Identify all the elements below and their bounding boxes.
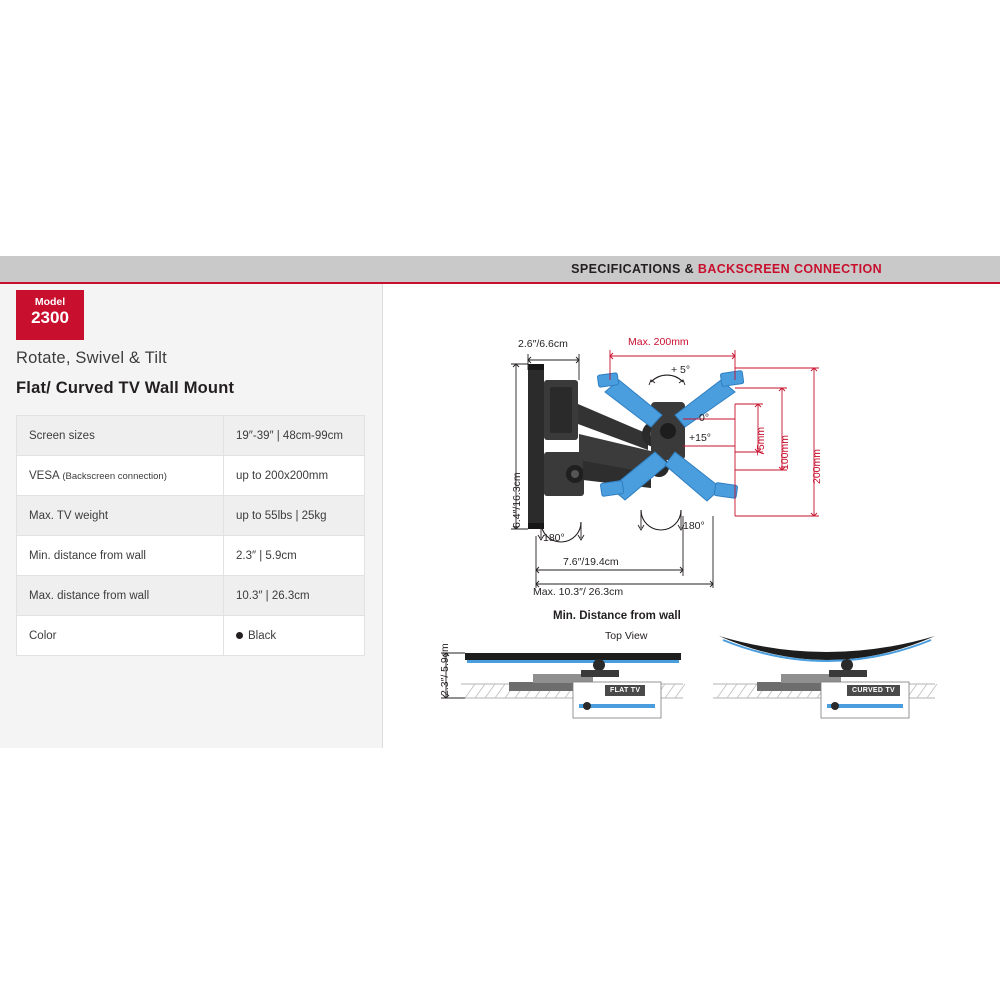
bottom-section-title: Min. Distance from wall xyxy=(553,610,681,622)
header-title xyxy=(571,256,882,282)
table-row xyxy=(17,416,365,456)
spec-label: Min. distance from wall xyxy=(17,536,224,576)
dim-100mm-label: 100mm xyxy=(779,434,791,470)
dim-plate-height-label: 6.4″/16.3cm xyxy=(511,472,523,528)
model-badge xyxy=(16,290,84,340)
dim-depth-label: 2.6″/6.6cm xyxy=(518,338,568,350)
dim-max-vesa-width-label: Max. 200mm xyxy=(628,336,689,348)
dim-tilt-down-label: +15° xyxy=(689,432,712,444)
dim-max-dist-label: Max. 10.3″/ 26.3cm xyxy=(533,586,624,598)
spec-label: Screen sizes xyxy=(17,416,224,456)
bottom-section-subtitle: Top View xyxy=(605,630,648,642)
tag-curved-tv: CURVED TV xyxy=(847,685,900,696)
spec-label: Color xyxy=(17,616,224,656)
table-row xyxy=(17,496,365,536)
mount-technical-drawing xyxy=(383,284,1000,748)
model-badge-label: Model xyxy=(34,296,66,308)
spec-label-note: (Backscreen connection) xyxy=(59,470,167,482)
dim-200mm-label: 200mm xyxy=(811,448,823,484)
table-row xyxy=(17,456,365,496)
table-row xyxy=(17,616,365,656)
dim-min-dist-label: 7.6″/19.4cm xyxy=(563,556,619,568)
spec-label-main: VESA xyxy=(29,469,60,482)
model-badge-number: 2300 xyxy=(31,308,69,327)
dim-tilt-zero-label: 0° xyxy=(699,412,710,424)
color-swatch-icon xyxy=(236,632,243,639)
dim-bottom-left-label: 2.3″/ 5.9cm xyxy=(439,643,451,696)
spec-value-color xyxy=(224,616,365,656)
spec-value: up to 55lbs | 25kg xyxy=(224,496,365,536)
table-row xyxy=(17,536,365,576)
spec-label: Max. TV weight xyxy=(17,496,224,536)
spec-value: 19″-39″ | 48cm-99cm xyxy=(224,416,365,456)
spec-value: up to 200x200mm xyxy=(224,456,365,496)
spec-value: 2.3″ | 5.9cm xyxy=(224,536,365,576)
header-title-dark: SPECIFICATIONS & xyxy=(571,262,695,276)
product-title: Flat/ Curved TV Wall Mount xyxy=(16,379,235,397)
spec-value: 10.3″ | 26.3cm xyxy=(224,576,365,616)
table-row xyxy=(17,576,365,616)
spec-label: Max. distance from wall xyxy=(17,576,224,616)
product-subtitle: Rotate, Swivel & Tilt xyxy=(16,349,167,367)
tag-flat-tv: FLAT TV xyxy=(605,685,645,696)
header-bar xyxy=(0,256,1000,282)
dim-75mm-label: 75mm xyxy=(755,426,767,456)
spec-value: Black xyxy=(248,629,277,642)
dim-tilt-up-label: + 5° xyxy=(671,364,691,376)
diagram-area xyxy=(383,284,1000,748)
header-title-red: BACKSCREEN CONNECTION xyxy=(697,262,882,276)
dim-swivel-left-label: 180° xyxy=(543,532,565,544)
spec-label xyxy=(17,456,224,496)
specifications-table xyxy=(16,415,365,656)
dim-swivel-right-label: 180° xyxy=(683,520,705,532)
